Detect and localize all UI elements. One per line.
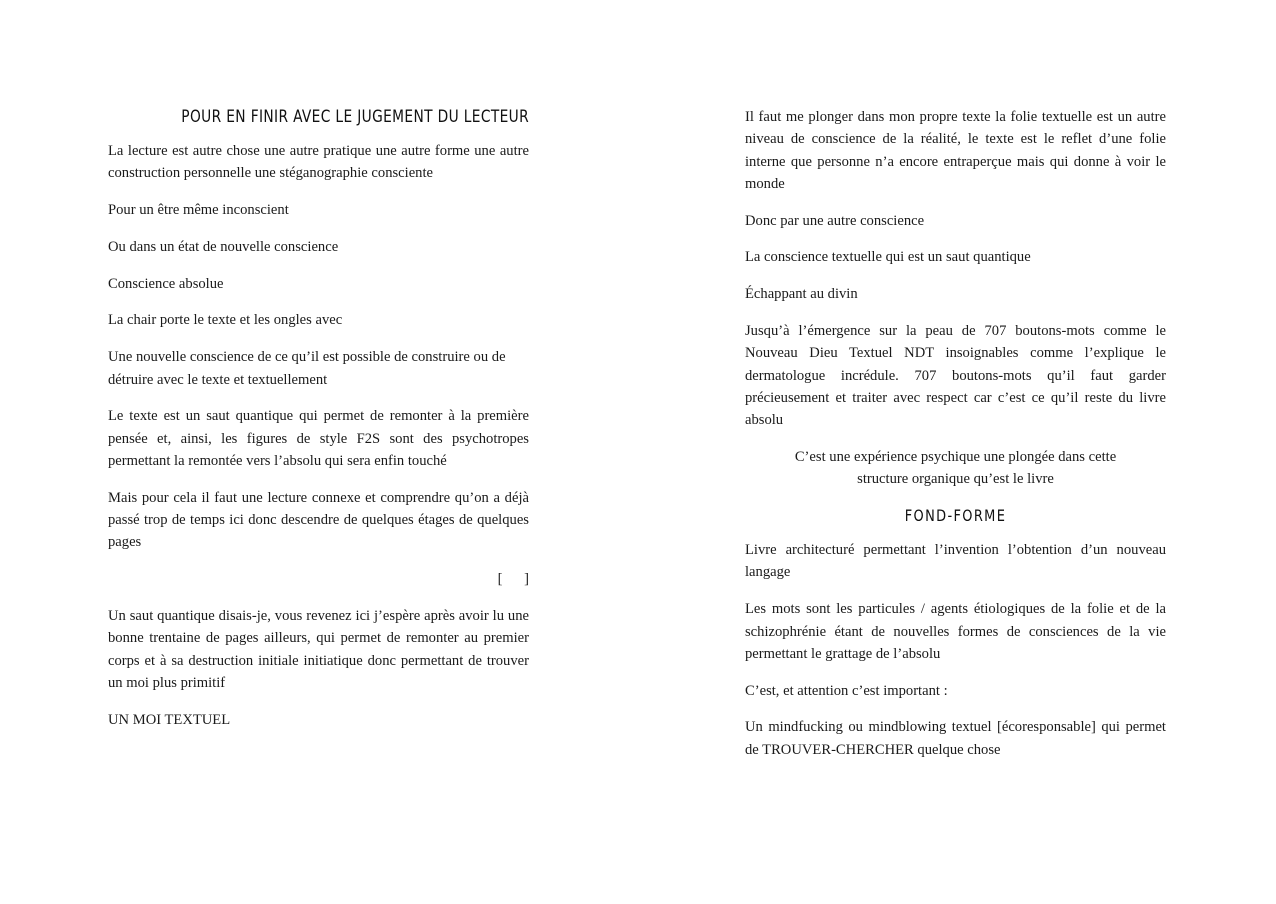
paragraph: Les mots sont les particules / agents étiologiques de la folie et de la schizophrénie étant de nouvelles formes de consciences de la vie permettant le grattage de l’absolu	[745, 601, 1166, 662]
paragraph: Un mindfucking ou mindblowing textuel [écoresponsable] qui permet de TROUVER-CHERCHER quelque chose	[745, 719, 1166, 758]
right-page	[745, 106, 1166, 776]
paragraph: Pour un être même inconscient	[108, 202, 289, 219]
paragraph: Une nouvelle conscience de ce qu’il est possible de construire ou de détruire avec le texte et textuellement	[108, 349, 506, 388]
paragraph: Donc par une autre conscience	[745, 212, 925, 229]
bracket-placeholder: [ ]	[497, 571, 529, 588]
paragraph: Livre architecturé permettant l’invention l’obtention d’un nouveau langage	[745, 542, 1166, 581]
paragraph: Échappant au divin	[745, 286, 858, 303]
paragraph: Conscience absolue	[108, 275, 224, 292]
paragraph: Il faut me plonger dans mon propre texte la folie textuelle est un autre niveau de conscience de la réalité, le texte est le reflet d’une folie interne que personne n’a encore entraperçue mais qui donne à voir le monde	[745, 109, 1166, 192]
paragraph: La conscience textuelle qui est un saut quantique	[745, 249, 1031, 266]
section-heading: FOND-FORME	[904, 506, 1007, 526]
paragraph: La chair porte le texte et les ongles avec	[108, 312, 343, 329]
paragraph: Jusqu’à l’émergence sur la peau de 707 boutons-mots comme le Nouveau Dieu Textuel NDT insoignables comme l’explique le dermatologue incrédule. 707 boutons-mots qu’il faut garder précieusement et traiter avec respect car c’est ce qu’il reste du livre absolu	[745, 323, 1166, 429]
left-page	[108, 106, 529, 745]
paragraph: UN MOI TEXTUEL	[108, 711, 231, 728]
paragraph: Un saut quantique disais-je, vous revenez ici j’espère après avoir lu une bonne trentaine de pages ailleurs, qui permet de remonter au premier corps et à sa destruction initiale initiatique donc permettant de trouver un moi plus primitif	[108, 607, 529, 691]
paragraph: La lecture est autre chose une autre pratique une autre forme une autre construction personnelle une stéganographie consciente	[108, 143, 529, 182]
centered-paragraph: C’est une expérience psychique une plongée dans cette structure organique qu’est le livre	[794, 449, 1117, 488]
paragraph: Ou dans un état de nouvelle conscience	[108, 238, 339, 255]
section-heading: POUR EN FINIR AVEC LE JUGEMENT DU LECTEUR	[181, 107, 529, 127]
paragraph: C’est, et attention c’est important :	[745, 682, 948, 699]
paragraph: Le texte est un saut quantique qui permet de remonter à la première pensée et, ainsi, les figures de style F2S sont des psychotropes permettant la remontée vers l’absolu qui sera enfin touché	[108, 408, 529, 469]
paragraph: Mais pour cela il faut une lecture connexe et comprendre qu’on a déjà passé trop de temps ici donc descendre de quelques étages de quelques pages	[108, 489, 529, 551]
